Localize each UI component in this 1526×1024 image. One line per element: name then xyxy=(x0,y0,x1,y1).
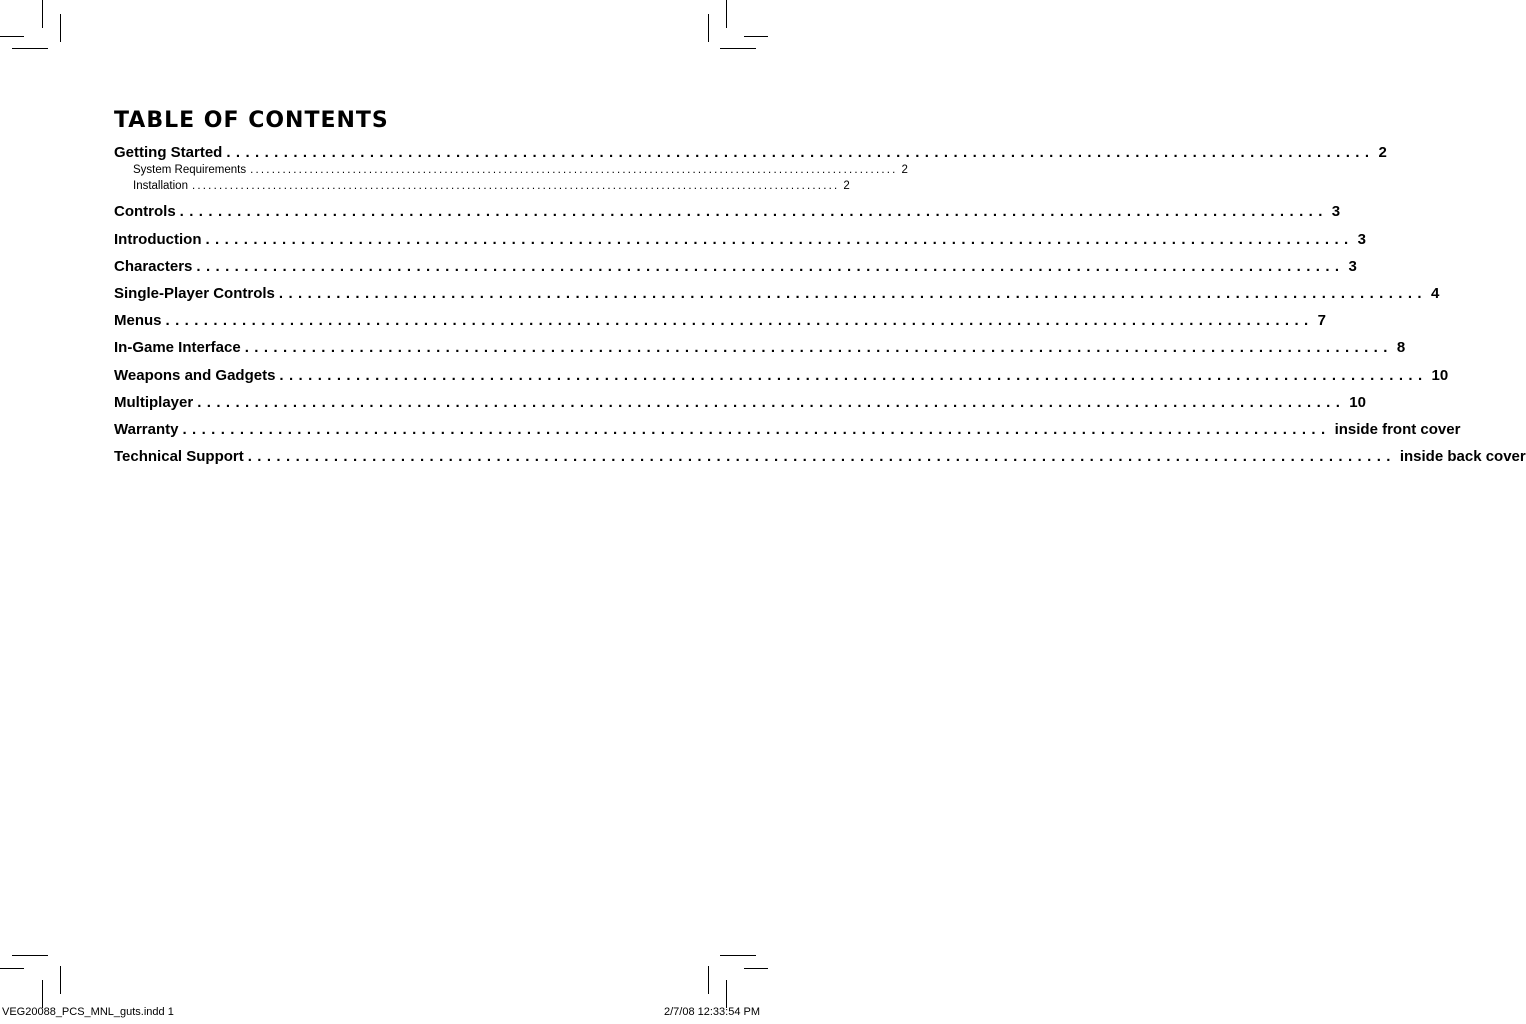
toc-entry xyxy=(114,394,1366,411)
toc-entry xyxy=(114,285,1440,302)
toc-entry-page: 3 xyxy=(1348,258,1357,275)
crop-mark xyxy=(720,955,756,956)
toc-entry-title: Introduction xyxy=(114,231,202,248)
toc-entry-title: Warranty xyxy=(114,421,179,438)
toc-entry-page: 7 xyxy=(1317,312,1326,329)
dot-leader: ........................................................................................................................ xyxy=(182,421,1331,438)
toc-entry-title: Installation xyxy=(133,180,188,192)
crop-mark xyxy=(60,14,61,42)
dot-leader: ........................................................................................................................ xyxy=(165,312,1314,329)
toc-entry-title: Getting Started xyxy=(114,144,223,161)
dot-leader: ........................................................................................................................ xyxy=(197,394,1346,411)
page-title: TABLE OF CONTENTS xyxy=(114,108,389,133)
toc-entry-page: 3 xyxy=(1331,203,1341,220)
toc-entry-title: Menus xyxy=(114,312,162,329)
dot-leader: ........................................................................................................................ xyxy=(247,448,1396,465)
dot-leader: ........................................................................................................................ xyxy=(250,164,898,176)
dot-leader: ........................................................................................................................ xyxy=(226,144,1375,161)
file-slug: VEG20088_PCS_MNL_guts.indd 1 xyxy=(2,1006,174,1018)
toc-entry-page: 10 xyxy=(1349,394,1366,411)
crop-mark xyxy=(0,968,24,969)
crop-mark xyxy=(12,955,48,956)
toc-entry xyxy=(114,144,1387,161)
dot-leader: ........................................................................................................................ xyxy=(179,203,1328,220)
crop-mark xyxy=(708,966,709,994)
toc-entry xyxy=(114,367,1449,384)
toc-entry-page: 2 xyxy=(901,164,908,176)
toc-entry-page: 4 xyxy=(1430,285,1440,302)
crop-mark xyxy=(0,36,24,37)
dot-leader: ........................................................................................................................ xyxy=(278,285,1427,302)
toc-entry-title: Multiplayer xyxy=(114,394,194,411)
toc-entry-page: 2 xyxy=(843,180,850,192)
crop-mark xyxy=(720,48,756,49)
toc-entry xyxy=(114,203,1341,220)
toc-entry-page: 10 xyxy=(1431,367,1449,384)
dot-leader: ........................................................................................................................ xyxy=(196,258,1345,275)
timestamp-slug: 2/7/08 12:33:54 PM xyxy=(663,1006,760,1018)
toc-entry-title: System Requirements xyxy=(133,164,247,176)
crop-mark xyxy=(12,48,48,49)
crop-mark xyxy=(726,980,727,1008)
toc-entry-title: Single-Player Controls xyxy=(114,285,275,302)
toc-entry xyxy=(114,258,1357,275)
toc-entry-title: Weapons and Gadgets xyxy=(114,367,276,384)
toc-entry xyxy=(114,231,1366,248)
toc-entry-page: 3 xyxy=(1357,231,1366,248)
toc-entry-page: inside back cover xyxy=(1399,448,1526,465)
dot-leader: ........................................................................................................................ xyxy=(279,367,1428,384)
toc-entry-title: Technical Support xyxy=(114,448,244,465)
crop-mark xyxy=(744,36,768,37)
toc-entry xyxy=(114,448,1526,465)
dot-leader: ........................................................................................................................ xyxy=(244,339,1393,356)
toc-entry xyxy=(114,312,1326,329)
toc-entry-title: Controls xyxy=(114,203,176,220)
toc-entry xyxy=(114,339,1406,356)
crop-mark xyxy=(744,968,768,969)
toc-subentry xyxy=(114,180,850,192)
toc-entry-page: 2 xyxy=(1378,144,1387,161)
crop-mark xyxy=(708,14,709,42)
toc-entry-title: Characters xyxy=(114,258,193,275)
toc-entry-title: In-Game Interface xyxy=(114,339,241,356)
toc-entry-page: inside front cover xyxy=(1334,421,1461,438)
crop-mark xyxy=(726,0,727,28)
toc-entry xyxy=(114,421,1461,438)
dot-leader: ........................................................................................................................ xyxy=(191,180,840,192)
toc-entry-page: 8 xyxy=(1396,339,1406,356)
crop-mark xyxy=(42,0,43,28)
dot-leader: ........................................................................................................................ xyxy=(205,231,1354,248)
crop-mark xyxy=(60,966,61,994)
crop-mark xyxy=(42,980,43,1008)
toc-subentry xyxy=(114,164,908,176)
